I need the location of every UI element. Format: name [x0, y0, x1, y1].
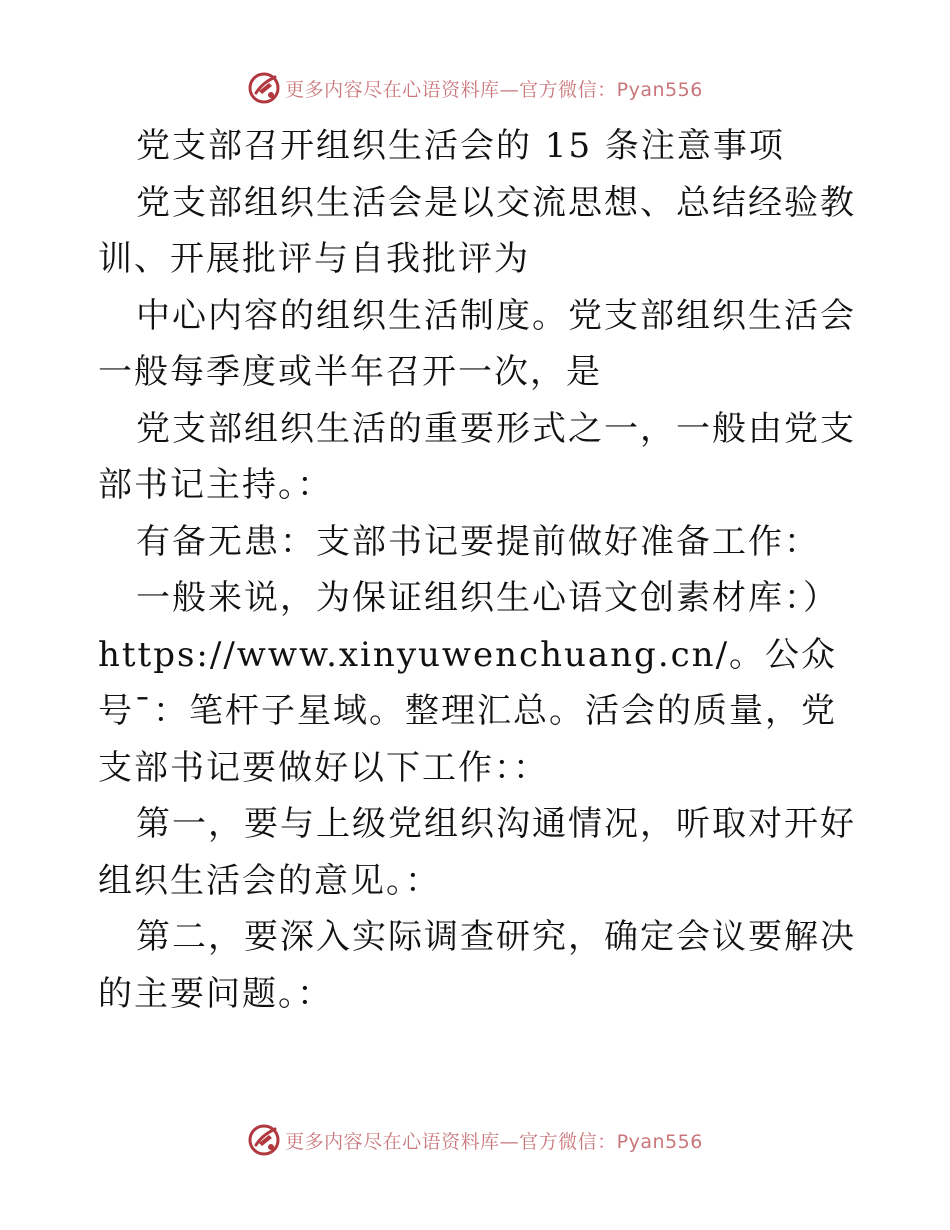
watermark-wechat-id: Pyan556 — [616, 1130, 703, 1153]
pen-logo-icon — [247, 1123, 281, 1157]
watermark-wechat-id: Pyan556 — [616, 78, 703, 101]
footer-watermark — [0, 1122, 950, 1158]
document-body — [98, 118, 858, 1022]
paragraph-3: 党支部组织生活的重要形式之一，一般由党支部书记主持。： — [98, 408, 856, 505]
document-title: 党支部召开组织生活会的 15 条注意事项 — [136, 126, 785, 166]
watermark-text: 更多内容尽在心语资料库—官方微信：Pyan556 — [285, 1130, 703, 1153]
paragraph-2: 中心内容的组织生活制度。党支部组织生活会一般每季度或半年召开一次，是 — [98, 295, 856, 392]
watermark-text: 更多内容尽在心语资料库—官方微信：Pyan556 — [285, 78, 703, 101]
paragraph-7: 第二，要深入实际调查研究，确定会议要解决的主要问题。： — [98, 917, 856, 1014]
paragraph-1: 党支部组织生活会是以交流思想、总结经验教训、开展批评与自我批评为 — [98, 182, 856, 279]
paragraph-5: 一般来说，为保证组织生心语文创素材库：）https://www.xinyuwenchuang.cn/。公众号¯：笔杆子星域。整理汇总。活会的质量，党支部书记要做好以下工作：： — [98, 578, 839, 788]
header-watermark — [0, 70, 950, 106]
paragraph-4: 有备无患：支部书记要提前做好准备工作： — [136, 521, 820, 562]
paragraph-6: 第一，要与上级党组织沟通情况，听取对开好组织生活会的意见。： — [98, 804, 856, 901]
pen-logo-icon — [247, 71, 281, 105]
